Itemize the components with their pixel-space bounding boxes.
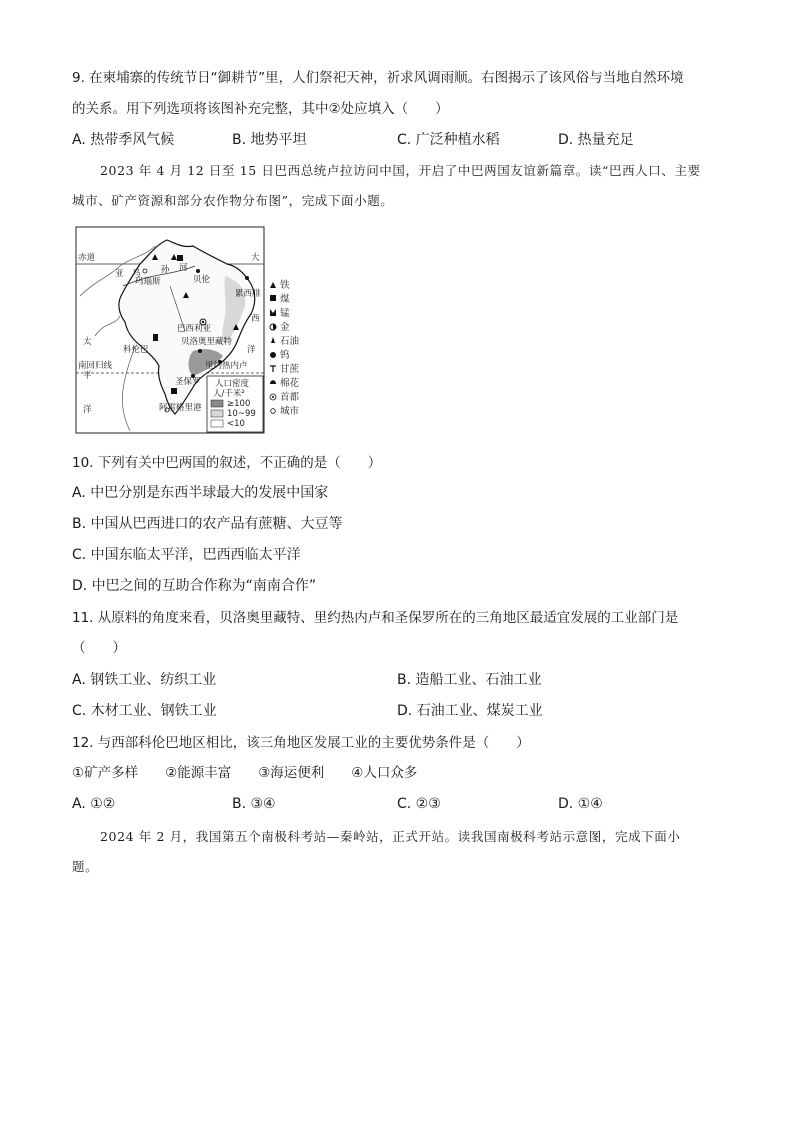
q9-option-c: C. 广泛种植水稻	[397, 132, 500, 148]
q9-option-a: A. 热带季风气候	[72, 132, 175, 148]
density-unit: 人/千米²	[213, 389, 245, 399]
q12-option-b: B. ③④	[232, 796, 276, 812]
intro-brazil-line1: 2023 年 4 月 12 日至 15 日巴西总统卢拉访问中国，开启了中巴两国友谊新篇章。读“巴西人口、主要	[100, 163, 701, 178]
q11-stem-line2: （ ）	[72, 640, 126, 656]
pacific-label-2: 平	[83, 371, 92, 381]
legend-tungsten: 钨	[280, 350, 290, 361]
intro-brazil-line2: 城市、矿产资源和部分农作物分布图”，完成下面小题。	[72, 193, 394, 208]
sugarcane-icon	[270, 366, 276, 372]
q9-stem-line2: 的关系。用下列选项将该图补充完整，其中②处应填入（ ）	[72, 101, 449, 117]
manaus-label: 玛瑙斯	[135, 277, 161, 287]
city-marker	[245, 276, 249, 280]
pacific-label-1: 太	[83, 337, 92, 347]
pacific-label-3: 洋	[83, 405, 92, 415]
river2-label: 河	[179, 263, 188, 273]
iron-icon	[270, 282, 276, 288]
legend-gold: 金	[280, 322, 290, 333]
q11-option-a: A. 钢铁工业、纺织工业	[72, 672, 217, 688]
q10-option-a: A. 中巴分别是东西半球最大的发展中国家	[72, 485, 329, 501]
portoalegre-label: 阿雷格里港	[159, 403, 202, 413]
intro-antarctic-line1: 2024 年 2 月，我国第五个南极科考站—秦岭站，正式开站。读我国南极科考站示意图，完成下面小	[100, 829, 681, 844]
tungsten-icon	[270, 352, 276, 358]
q9-stem-line1: 9. 在柬埔寨的传统节日“御耕节”里，人们祭祀天神，祈求风调雨顺。右图揭示了该风俗与当地自然环境	[72, 70, 684, 86]
coal-icon	[270, 295, 276, 301]
west-label: 西	[251, 314, 260, 324]
manganese-marker	[177, 255, 183, 261]
intro-antarctic-line2: 题。	[72, 859, 99, 874]
q10-stem: 10. 下列有关中巴两国的叙述，不正确的是（ ）	[72, 455, 382, 471]
legend-iron: 铁	[280, 280, 290, 291]
q10-option-d: D. 中巴之间的互助合作称为“南南合作”	[72, 578, 317, 594]
saopaulo-label: 圣保罗	[175, 377, 201, 387]
legend-manganese: 锰	[280, 308, 290, 319]
equator-label: 赤道	[78, 253, 96, 263]
oil-icon	[271, 337, 275, 343]
city-marker	[143, 269, 147, 273]
legend-city: 城市	[280, 406, 300, 417]
legend-oil: 石油	[280, 336, 300, 347]
corumba-label: 科伦巴	[123, 345, 149, 355]
manganese-icon	[270, 309, 276, 316]
q11-option-d: D. 石油工业、煤炭工业	[397, 703, 543, 719]
brazil-map-svg	[75, 226, 305, 434]
q11-option-b: B. 造船工业、石油工业	[397, 672, 542, 688]
legend-cotton: 棉花	[280, 378, 300, 389]
belo-label: 贝洛奥里藏特	[181, 337, 233, 347]
q10-option-c: C. 中国东临太平洋，巴西西临太平洋	[72, 547, 301, 563]
city-icon	[271, 409, 276, 414]
legend-coal: 煤	[280, 294, 290, 305]
ocean-mid-label: 洋	[247, 345, 256, 355]
city-marker	[198, 349, 202, 353]
q12-option-d: D. ①④	[558, 796, 603, 812]
brazil-map-figure	[75, 226, 305, 434]
density-level-mid: 10~99	[227, 409, 256, 419]
density-title: 人口密度	[215, 379, 250, 389]
recife-label: 累西腓	[235, 289, 261, 299]
manganese-marker	[153, 334, 158, 341]
q11-stem: 11. 从原料的角度来看，贝洛奥里藏特、里约热内卢和圣保罗所在的三角地区最适宜发展的工业部门是	[72, 610, 679, 626]
belem-label: 贝伦	[193, 275, 211, 285]
amazon-label: 亚 马	[115, 269, 141, 279]
q12-stem: 12. 与西部科伦巴地区相比，该三角地区发展工业的主要优势条件是（ ）	[72, 735, 530, 751]
q11-option-c: C. 木材工业、钢铁工业	[72, 703, 217, 719]
density-level-high: ≥100	[227, 399, 251, 409]
tropic-label: 南回归线	[78, 361, 113, 371]
q9-option-b: B. 地势平坦	[232, 132, 307, 148]
density-level-low: <10	[227, 419, 245, 429]
q12-conditions: ①矿产多样 ②能源丰富 ③海运便利 ④人口众多	[72, 765, 418, 781]
q12-option-c: C. ②③	[397, 796, 441, 812]
ocean-label: 大	[251, 253, 260, 263]
brasilia-label: 巴西利亚	[177, 324, 212, 334]
q9-option-d: D. 热量充足	[558, 132, 634, 148]
coal-marker	[171, 388, 177, 394]
q10-option-b: B. 中国从巴西进口的农产品有蔗糖、大豆等	[72, 516, 343, 532]
city-marker	[196, 269, 200, 273]
legend-capital: 首都	[280, 392, 300, 403]
rio-label: 里约热内卢	[205, 361, 248, 371]
legend-sugarcane: 甘蔗	[280, 364, 300, 375]
cotton-icon	[270, 380, 276, 384]
river-label: 孙	[161, 265, 170, 275]
q12-option-a: A. ①②	[72, 796, 116, 812]
